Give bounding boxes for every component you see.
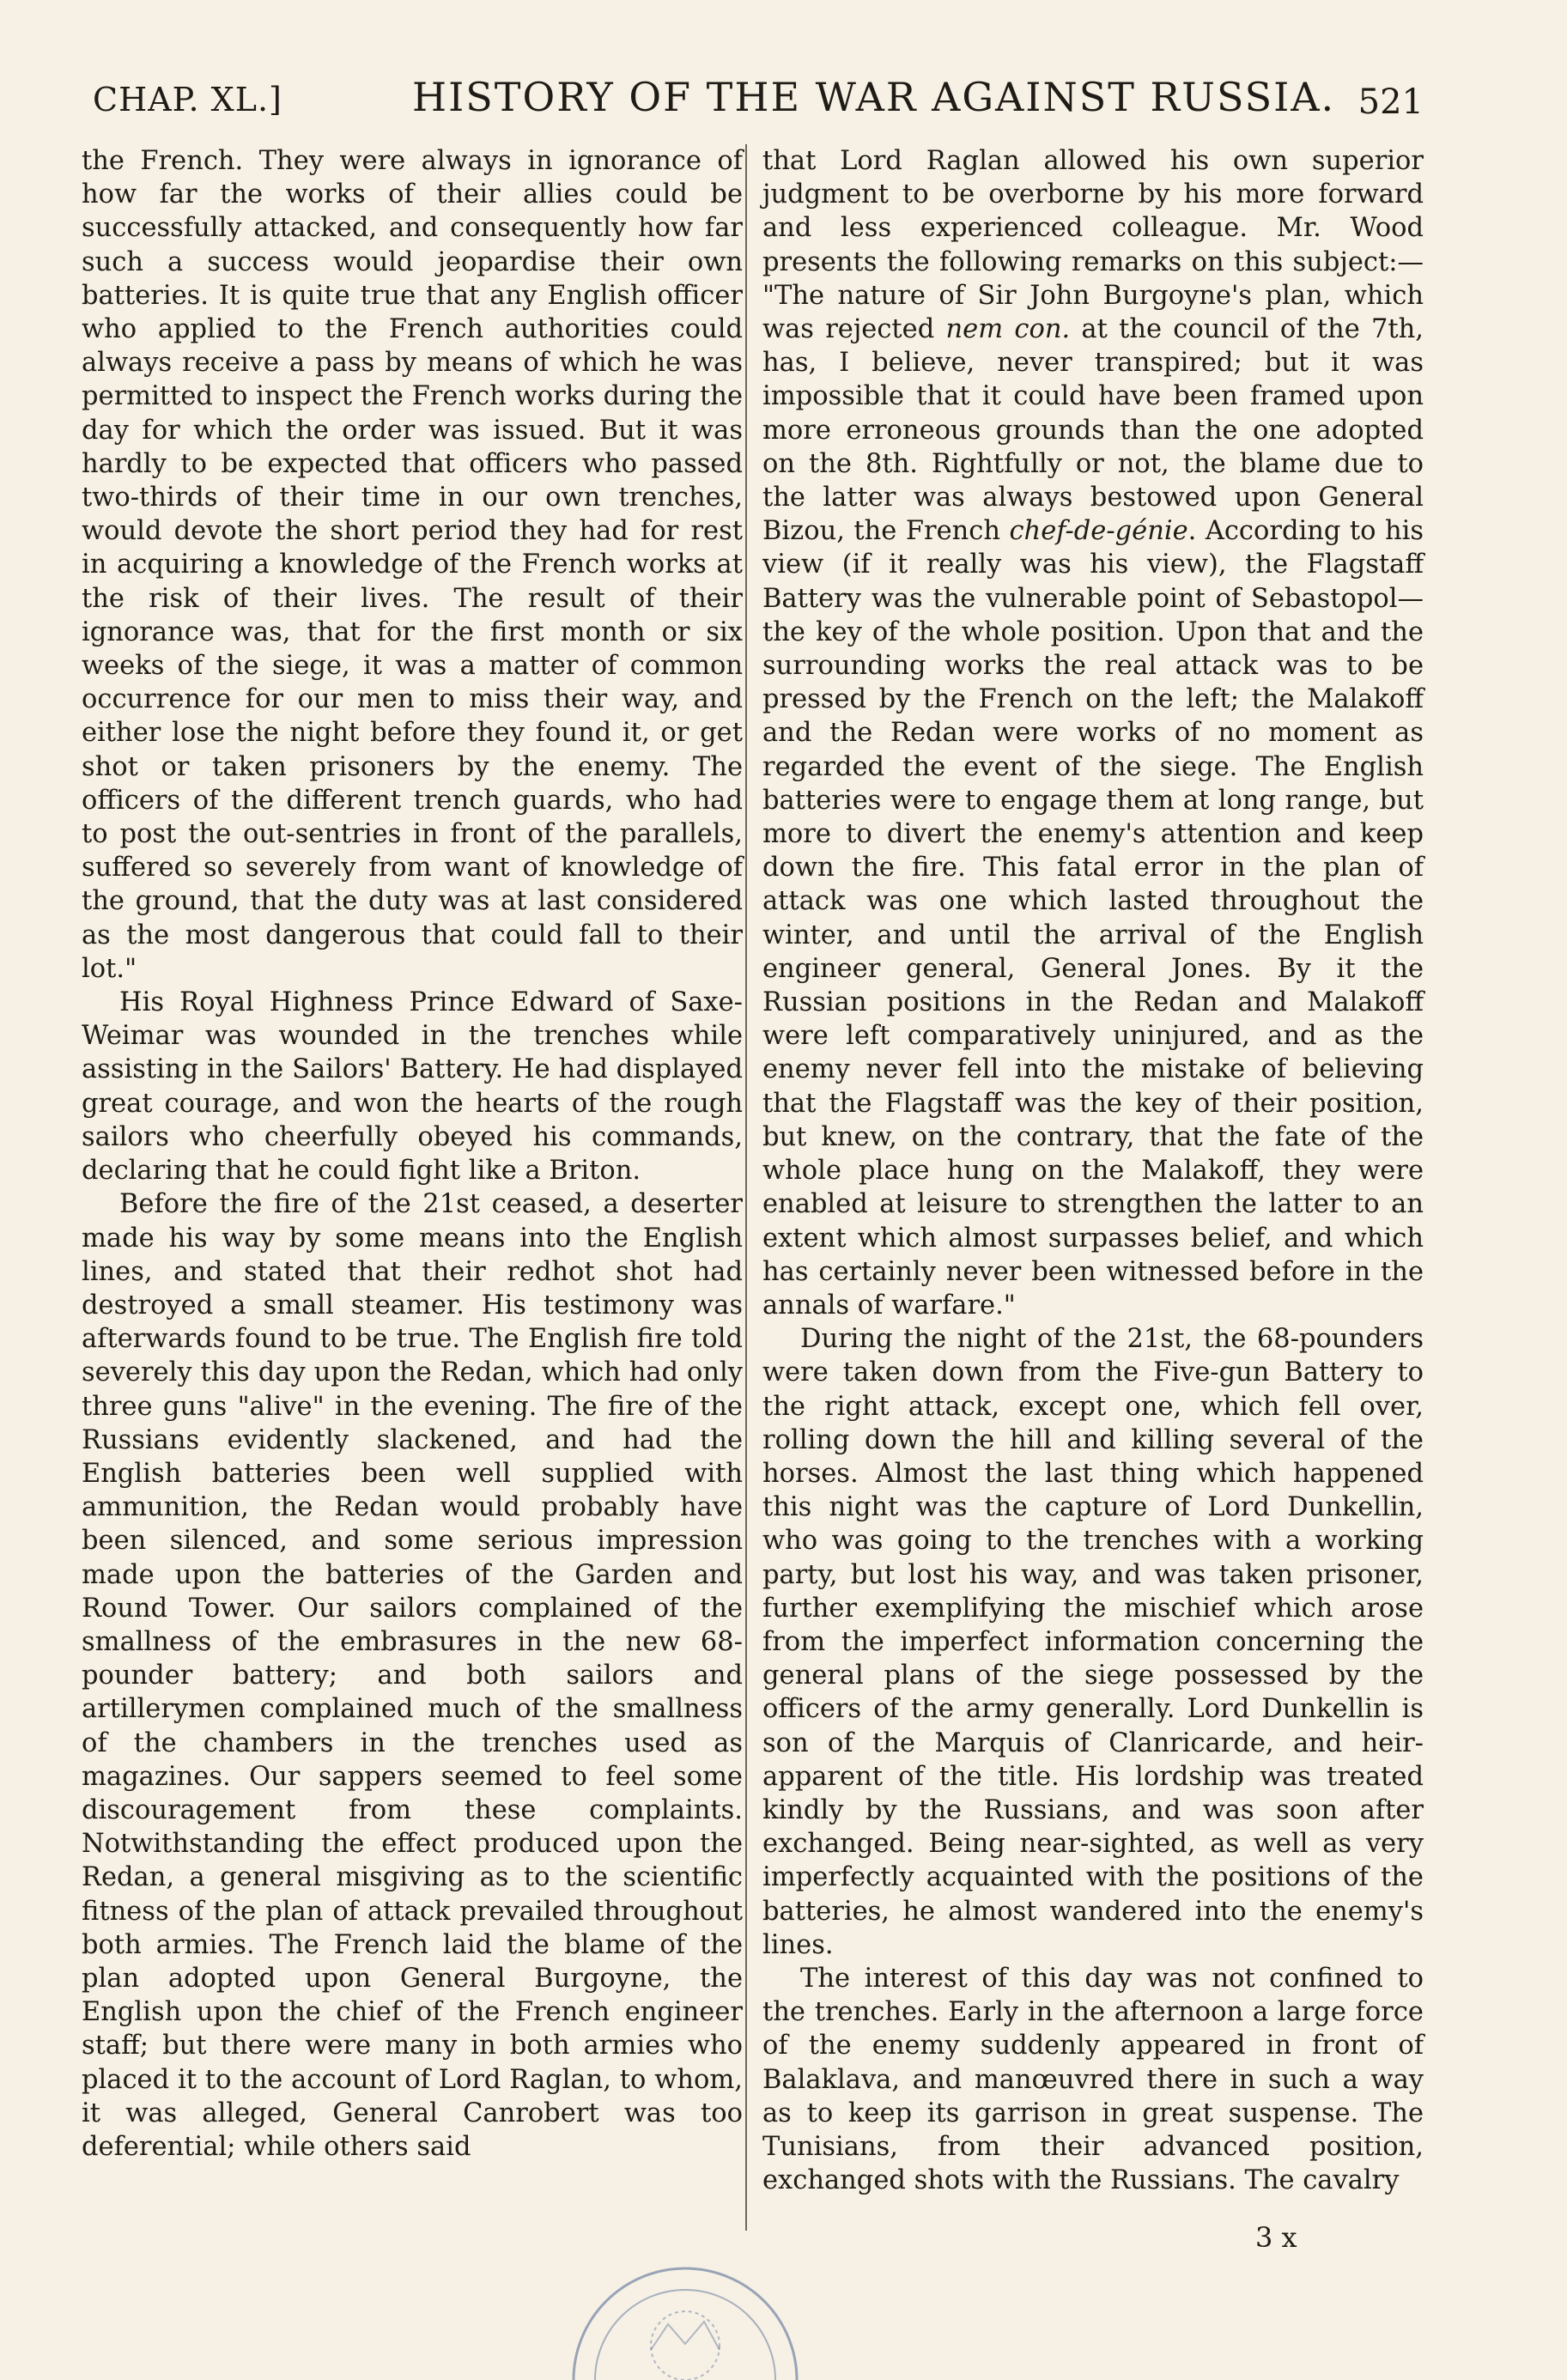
paragraph: During the night of the 21st, the 68-pounders were taken down from the Five-gun Battery to the right attack, except one, which fell over, rolling down the hill and killing several of the horses. Almost the last thing which happened this night was the capture of Lord Dunkellin, who was going to the trenches with a working party, but lost his way, and was taken prisoner, further exemplifying the mischief which arose from the imperfect information concerning the general plans of the siege possessed by the officers of the army generally. Lord Dunkellin is son of the Marquis of Clanricarde, and heir-apparent of the title. His lordship was treated kindly by the Russians, and was soon after exchanged. Being near-sighted, as well as very imperfectly acquainted with the positions of the batteries, he almost wandered into the enemy's lines. [762,1324,1424,1960]
italic-run: nem con. [945,314,1071,345]
right-column [762,144,1424,2197]
text-run: at the council of the 7th, has, I believe, never transpired; but it was impossible that it could have been framed upon more erroneous grounds than the one adopted on the 8th. Rightfully or not, the blame due to the latter was always bestowed upon General Bizou, the French [762,314,1424,547]
signature-mark: 3 x [1255,2221,1297,2254]
running-title: HISTORY OF THE WAR AGAINST RUSSIA. [412,74,1336,120]
paragraph: The interest of this day was not confined to the trenches. Early in the afternoon a large force of the enemy suddenly appeared in front of Balaklava, and manœuvred there in such a way as to keep its garrison in great suspense. The Tunisians, from their advanced position, exchanged shots with the Russians. The cavalry [762,1963,1424,2196]
running-header [93,67,1424,122]
left-column [82,144,743,2164]
italic-run: chef-de-génie [1009,516,1188,547]
column-divider [745,144,747,2231]
paragraph: Before the fire of the 21st ceased, a deserter made his way by some means into the English lines, and stated that their redhot shot had destroyed a small steamer. His testimony was afterwards found to be true. The English fire told severely this day upon the Redan, which had only three guns "alive" in the evening. The fire of the Russians evidently slackened, and had the English batteries been well supplied with ammunition, the Redan would probably have been silenced, and some serious impression made upon the batteries of the Garden and Round Tower. Our sailors complained of the smallness of the embrasures in the new 68-pounder battery; and both sailors and artillerymen complained much of the smallness of the chambers in the trenches used as magazines. Our sappers seemed to feel some discouragement from these complaints. Notwithstanding the effect produced upon the Redan, a general misgiving as to the scientific fitness of the plan of attack prevailed throughout both armies. The French laid the blame of the plan adopted upon General Burgoyne, the English upon the chief of the French engineer staff; but there were many in both armies who placed it to the account of Lord Raglan, to whom, it was alleged, General Canrobert was too deferential; while others said [82,1189,743,2162]
paragraph: the French. They were always in ignorance of how far the works of their allies could be successfully attacked, and consequently how far such a success would jeopardise their own batteries. It is quite true that any English officer who applied to the French authorities could always receive a pass by means of which he was permitted to inspect the French works during the day for which the order was issued. But it was hardly to be expected that officers who passed two-thirds of their time in our own trenches, would devote the short period they had for rest in acquiring a knowledge of the French works at the risk of their lives. The result of their ignorance was, that for the first month or six weeks of the siege, it was a matter of common occurrence for our men to miss their way, and either lose the night before they found it, or get shot or taken prisoners by the enemy. The officers of the different trench guards, who had to post the out-sentries in front of the parallels, suffered so severely from want of knowledge of the ground, that the duty was at last considered as the most dangerous that could fall to their lot." [82,146,743,984]
paragraph: His Royal Highness Prince Edward of Saxe-Weimar was wounded in the trenches while assisting in the Sailors' Battery. He had displayed great courage, and won the hearts of the rough sailors who cheerfully obeyed his commands, declaring that he could fight like a Briton. [82,987,743,1187]
page-number: 521 [1357,82,1424,122]
text-run: that Lord Raglan allowed his own superior judgment to be overborne by his more forward and less experienced colleague. Mr. Wood presents the following remarks on this subject:— "The nature of Sir John Burgoyne's plan, which was rejected [762,146,1424,345]
text-run: . According to his view (if it really was his view), the Flagstaff Battery was the vulnerable point of Sebastopol—the key of the whole position. Upon that and the surrounding works the real attack was to be pressed by the French on the left; the Malakoff and the Redan were works of no moment as regarded the event of the siege. The English batteries were to engage them at long range, but more to divert the enemy's attention and keep down the fire. This fatal error in the plan of attack was one which lasted throughout the winter, and until the arrival of the English engineer general, General Jones. By it the Russian positions in the Redan and Malakoff were left comparatively uninjured, and as the enemy never fell into the mistake of believing that the Flagstaff was the key of their position, but knew, on the contrary, that the fate of the whole place hung on the Malakoff, they were enabled at leisure to strengthen the latter to an extent which almost surpasses belief, and which has certainly never been witnessed before in the annals of warfare." [762,516,1424,1321]
chapter-label: CHAP. XL.] [93,81,282,118]
paragraph [762,144,1424,1322]
library-stamp-icon [556,2243,814,2380]
